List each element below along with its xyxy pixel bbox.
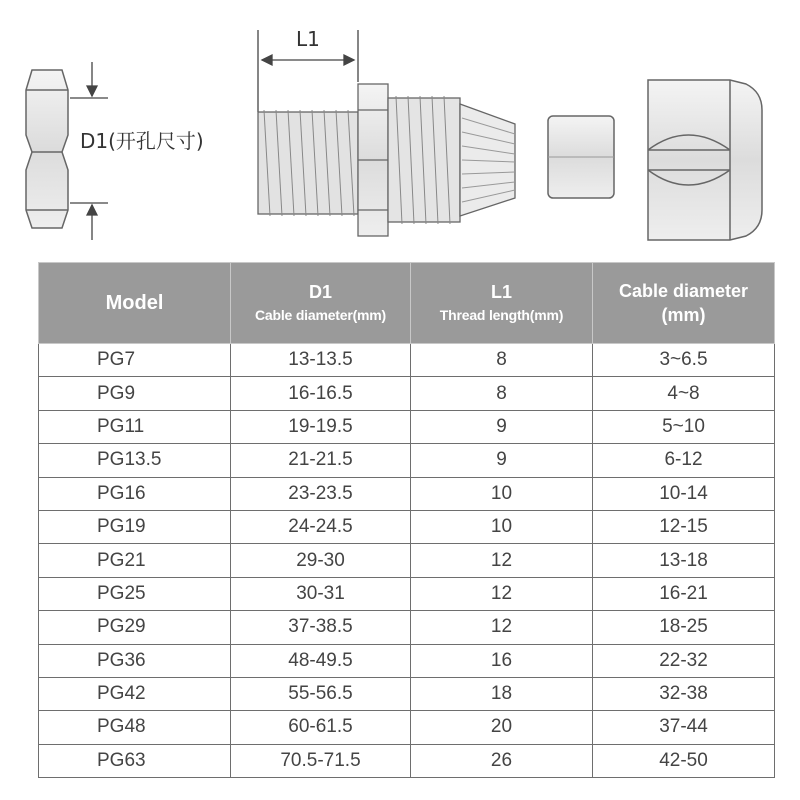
cell-model: PG11	[39, 410, 231, 443]
table-row	[39, 644, 775, 677]
header-cable-title: Cable diameter	[618, 281, 749, 301]
cell-model: PG9	[39, 377, 231, 410]
table-row	[39, 677, 775, 710]
cell-d1: 16-16.5	[231, 377, 411, 410]
cell-d1: 13-13.5	[231, 344, 411, 377]
lock-nut-view	[26, 70, 68, 228]
cell-d1: 48-49.5	[231, 644, 411, 677]
cell-d1: 21-21.5	[231, 444, 411, 477]
table-row	[39, 744, 775, 777]
cell-d1: 24-24.5	[231, 510, 411, 543]
cell-d1: 29-30	[231, 544, 411, 577]
table-row	[39, 544, 775, 577]
cell-d1: 55-56.5	[231, 677, 411, 710]
cell-cable: 4~8	[593, 377, 775, 410]
header-l1	[411, 263, 593, 344]
cell-cable: 10-14	[593, 477, 775, 510]
header-l1-title: L1	[490, 282, 512, 302]
table-row	[39, 611, 775, 644]
cell-model: PG16	[39, 477, 231, 510]
table-row	[39, 711, 775, 744]
table-row	[39, 410, 775, 443]
cell-model: PG63	[39, 744, 231, 777]
pg-spec-table	[38, 262, 775, 778]
cell-cable: 6-12	[593, 444, 775, 477]
header-d1-subtitle: Cable diameter(mm)	[255, 307, 386, 323]
cell-cable: 13-18	[593, 544, 775, 577]
table-row	[39, 377, 775, 410]
cell-l1: 8	[411, 344, 593, 377]
cell-l1: 16	[411, 644, 593, 677]
cell-l1: 9	[411, 444, 593, 477]
cell-cable: 42-50	[593, 744, 775, 777]
cell-cable: 37-44	[593, 711, 775, 744]
table-row	[39, 344, 775, 377]
cell-cable: 16-21	[593, 577, 775, 610]
cell-l1: 26	[411, 744, 593, 777]
header-l1-subtitle: Thread length(mm)	[439, 307, 564, 323]
d1-label: D1(开孔尺寸)	[80, 129, 204, 153]
cell-model: PG21	[39, 544, 231, 577]
cell-l1: 12	[411, 544, 593, 577]
seal-insert	[548, 116, 614, 198]
cell-l1: 8	[411, 377, 593, 410]
cell-l1: 10	[411, 510, 593, 543]
table-row	[39, 444, 775, 477]
cell-l1: 10	[411, 477, 593, 510]
cell-cable: 18-25	[593, 611, 775, 644]
table-row	[39, 510, 775, 543]
header-cable	[593, 263, 775, 344]
cell-d1: 70.5-71.5	[231, 744, 411, 777]
table-header-row	[39, 263, 775, 344]
cell-l1: 12	[411, 577, 593, 610]
cell-d1: 19-19.5	[231, 410, 411, 443]
header-model: Model	[39, 263, 231, 344]
gland-body	[258, 84, 515, 236]
cell-l1: 9	[411, 410, 593, 443]
cell-model: PG19	[39, 510, 231, 543]
cell-d1: 30-31	[231, 577, 411, 610]
table-row	[39, 577, 775, 610]
cell-d1: 23-23.5	[231, 477, 411, 510]
table-row	[39, 477, 775, 510]
cell-cable: 22-32	[593, 644, 775, 677]
cell-l1: 20	[411, 711, 593, 744]
cell-l1: 18	[411, 677, 593, 710]
cell-l1: 12	[411, 611, 593, 644]
cell-model: PG48	[39, 711, 231, 744]
cell-model: PG13.5	[39, 444, 231, 477]
cell-d1: 60-61.5	[231, 711, 411, 744]
header-d1-title: D1	[308, 282, 332, 302]
cell-cable: 3~6.5	[593, 344, 775, 377]
cell-model: PG36	[39, 644, 231, 677]
cell-model: PG7	[39, 344, 231, 377]
l1-label: L1	[296, 27, 320, 51]
cell-model: PG25	[39, 577, 231, 610]
cell-d1: 37-38.5	[231, 611, 411, 644]
cell-cable: 12-15	[593, 510, 775, 543]
cell-model: PG29	[39, 611, 231, 644]
header-d1	[231, 263, 411, 344]
cable-gland-diagram	[0, 0, 800, 262]
cell-cable: 5~10	[593, 410, 775, 443]
cap-nut	[648, 80, 762, 240]
cell-model: PG42	[39, 677, 231, 710]
cell-cable: 32-38	[593, 677, 775, 710]
header-cable-subtitle: (mm)	[661, 305, 706, 325]
